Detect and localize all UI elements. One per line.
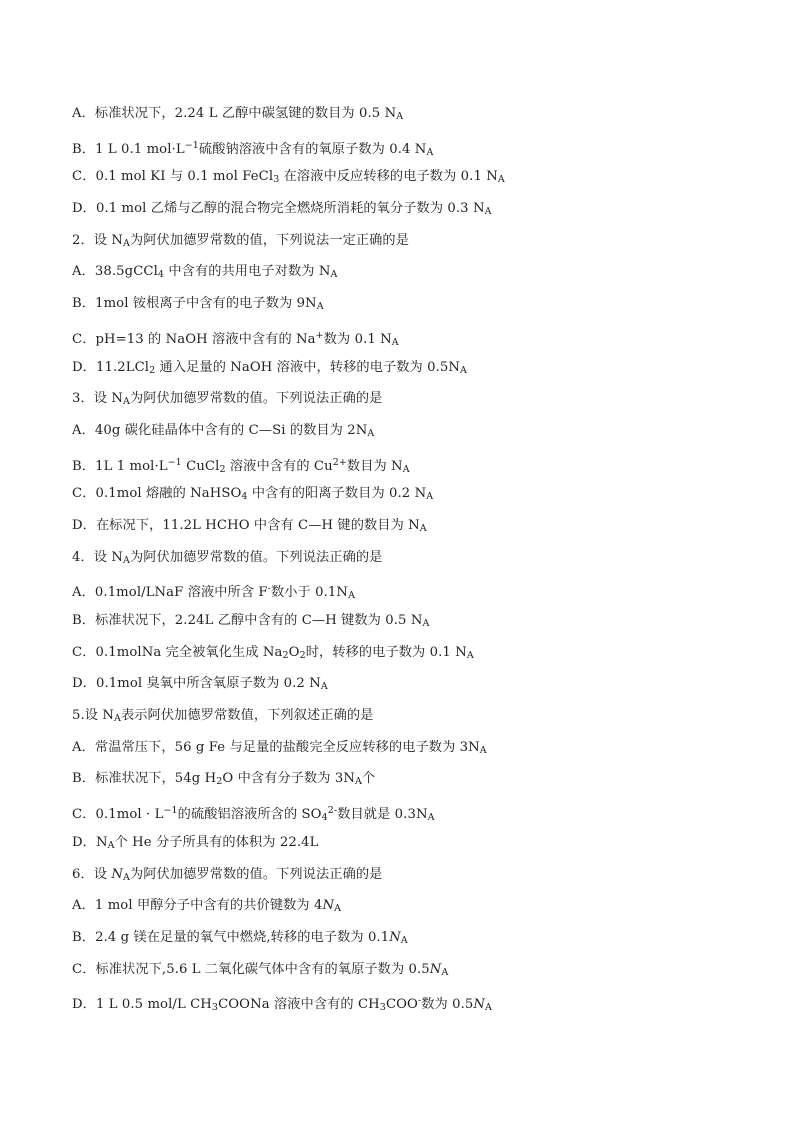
answer-option: A．标准状况下，2.24 L 乙醇中碳氢键的数目为 0.5 $N_A$ <box>72 106 404 122</box>
question-stem: 6．设 $N_A$为阿伏加德罗常数的值。下列说法正确的是 <box>72 866 383 883</box>
answer-option: A．1 mol 甲醇分子中含有的共价键数为 $4N_A$ <box>72 898 342 915</box>
answer-option: A．常温常压下，56 g Fe 与足量的盐酸完全反应转移的电子数为 $3N_A$ <box>72 739 487 756</box>
answer-option: C．$0.1mol \cdot L^{-1}$的硫酸铝溶液所含的 $SO_4^{2-}$数目就是 $0.3N_A$ <box>72 805 435 824</box>
answer-option: C．0.1 mol KI 与 0.1 mol FeCl$_3$ 在溶液中反应转移的电子数为 0.1 $N_A$ <box>72 169 505 186</box>
answer-option: D．11.2LCl$_2$ 通入足量的 NaOH 溶液中，转移的电子数为 $0.5N_A$ <box>72 359 468 376</box>
answer-option: A．0.1mol/LNaF 溶液中所含 F-数小于 $0.1N_A$ <box>72 583 356 602</box>
answer-option: A．38.5gCCl$_4$ 中含有的共用电子对数为 $N_A$ <box>72 264 338 281</box>
answer-option: D．1 L 0.5 mol/L $CH_3COONa$ 溶液中含有的 $CH_3COO^-$数为 $0.5N_A$ <box>72 995 493 1014</box>
answer-option: B．标准状况下，54g $H_2O$ 中含有分子数为 $3N_A$个 <box>72 771 376 788</box>
question-stem: 3．设 $N_A$为阿伏加德罗常数的值。下列说法正确的是 <box>72 391 383 408</box>
question-stem: 2．设 $N_A$为阿伏加德罗常数的值，下列说法一定正确的是 <box>72 232 410 249</box>
answer-option: A．40g 碳化硅晶体中含有的 C—Si 的数目为 $2N_A$ <box>72 422 375 439</box>
answer-option: C．0.1mol 熔融的 NaHSO$_4$ 中含有的阳离子数目为 0.2 $N_A$ <box>72 486 434 503</box>
answer-option: C．标准状况下,5.6 L 二氧化碳气体中含有的氧原子数为 $0.5N_A$ <box>72 961 449 978</box>
answer-option: C．pH=13 的 NaOH 溶液中含有的 Na+数为 0.1 $N_A$ <box>72 329 399 348</box>
question-stem: 5.设 $N_A$表示阿伏加德罗常数值，下列叙述正确的是 <box>72 708 374 725</box>
answer-option: B．标准状况下，2.24L 乙醇中含有的 C—H 键数为 0.5 $N_A$ <box>72 613 430 629</box>
answer-option: D．$N_A$个 He 分子所具有的体积为 22.4L <box>72 834 319 851</box>
question-list <box>72 98 732 1017</box>
answer-option: D．0.1mol 臭氧中所含氧原子数为 0.2 $N_A$ <box>72 676 328 693</box>
answer-option: D．0.1 mol 乙烯与乙醇的混合物完全燃烧所消耗的氧分子数为 0.3 $N_A$ <box>72 201 492 218</box>
answer-option: C．0.1molNa 完全被氧化生成 $Na_2O_2$时，转移的电子数为 0.1 $N_A$ <box>72 644 474 661</box>
answer-option: D．在标况下，11.2L HCHO 中含有 C—H 键的数目为 $N_A$ <box>72 517 427 534</box>
answer-option: B．2.4 g 镁在足量的氧气中燃烧,转移的电子数为 $0.1N_A$ <box>72 929 408 946</box>
question-stem: 4．设 $N_A$为阿伏加德罗常数的值。下列说法正确的是 <box>72 549 383 566</box>
answer-option: B．1mol 铵根离子中含有的电子数为 $9N_A$ <box>72 296 324 313</box>
answer-option: B．1L 1 $mol\cdot L^{-1}$ CuCl$_2$ 溶液中含有的 $Cu^{2+}$数目为 $N_A$ <box>72 456 410 475</box>
answer-option: B．1 L 0.1 $mol\cdot L^{-1}$硫酸钠溶液中含有的氧原子数为 0.4 $N_A$ <box>72 139 434 158</box>
